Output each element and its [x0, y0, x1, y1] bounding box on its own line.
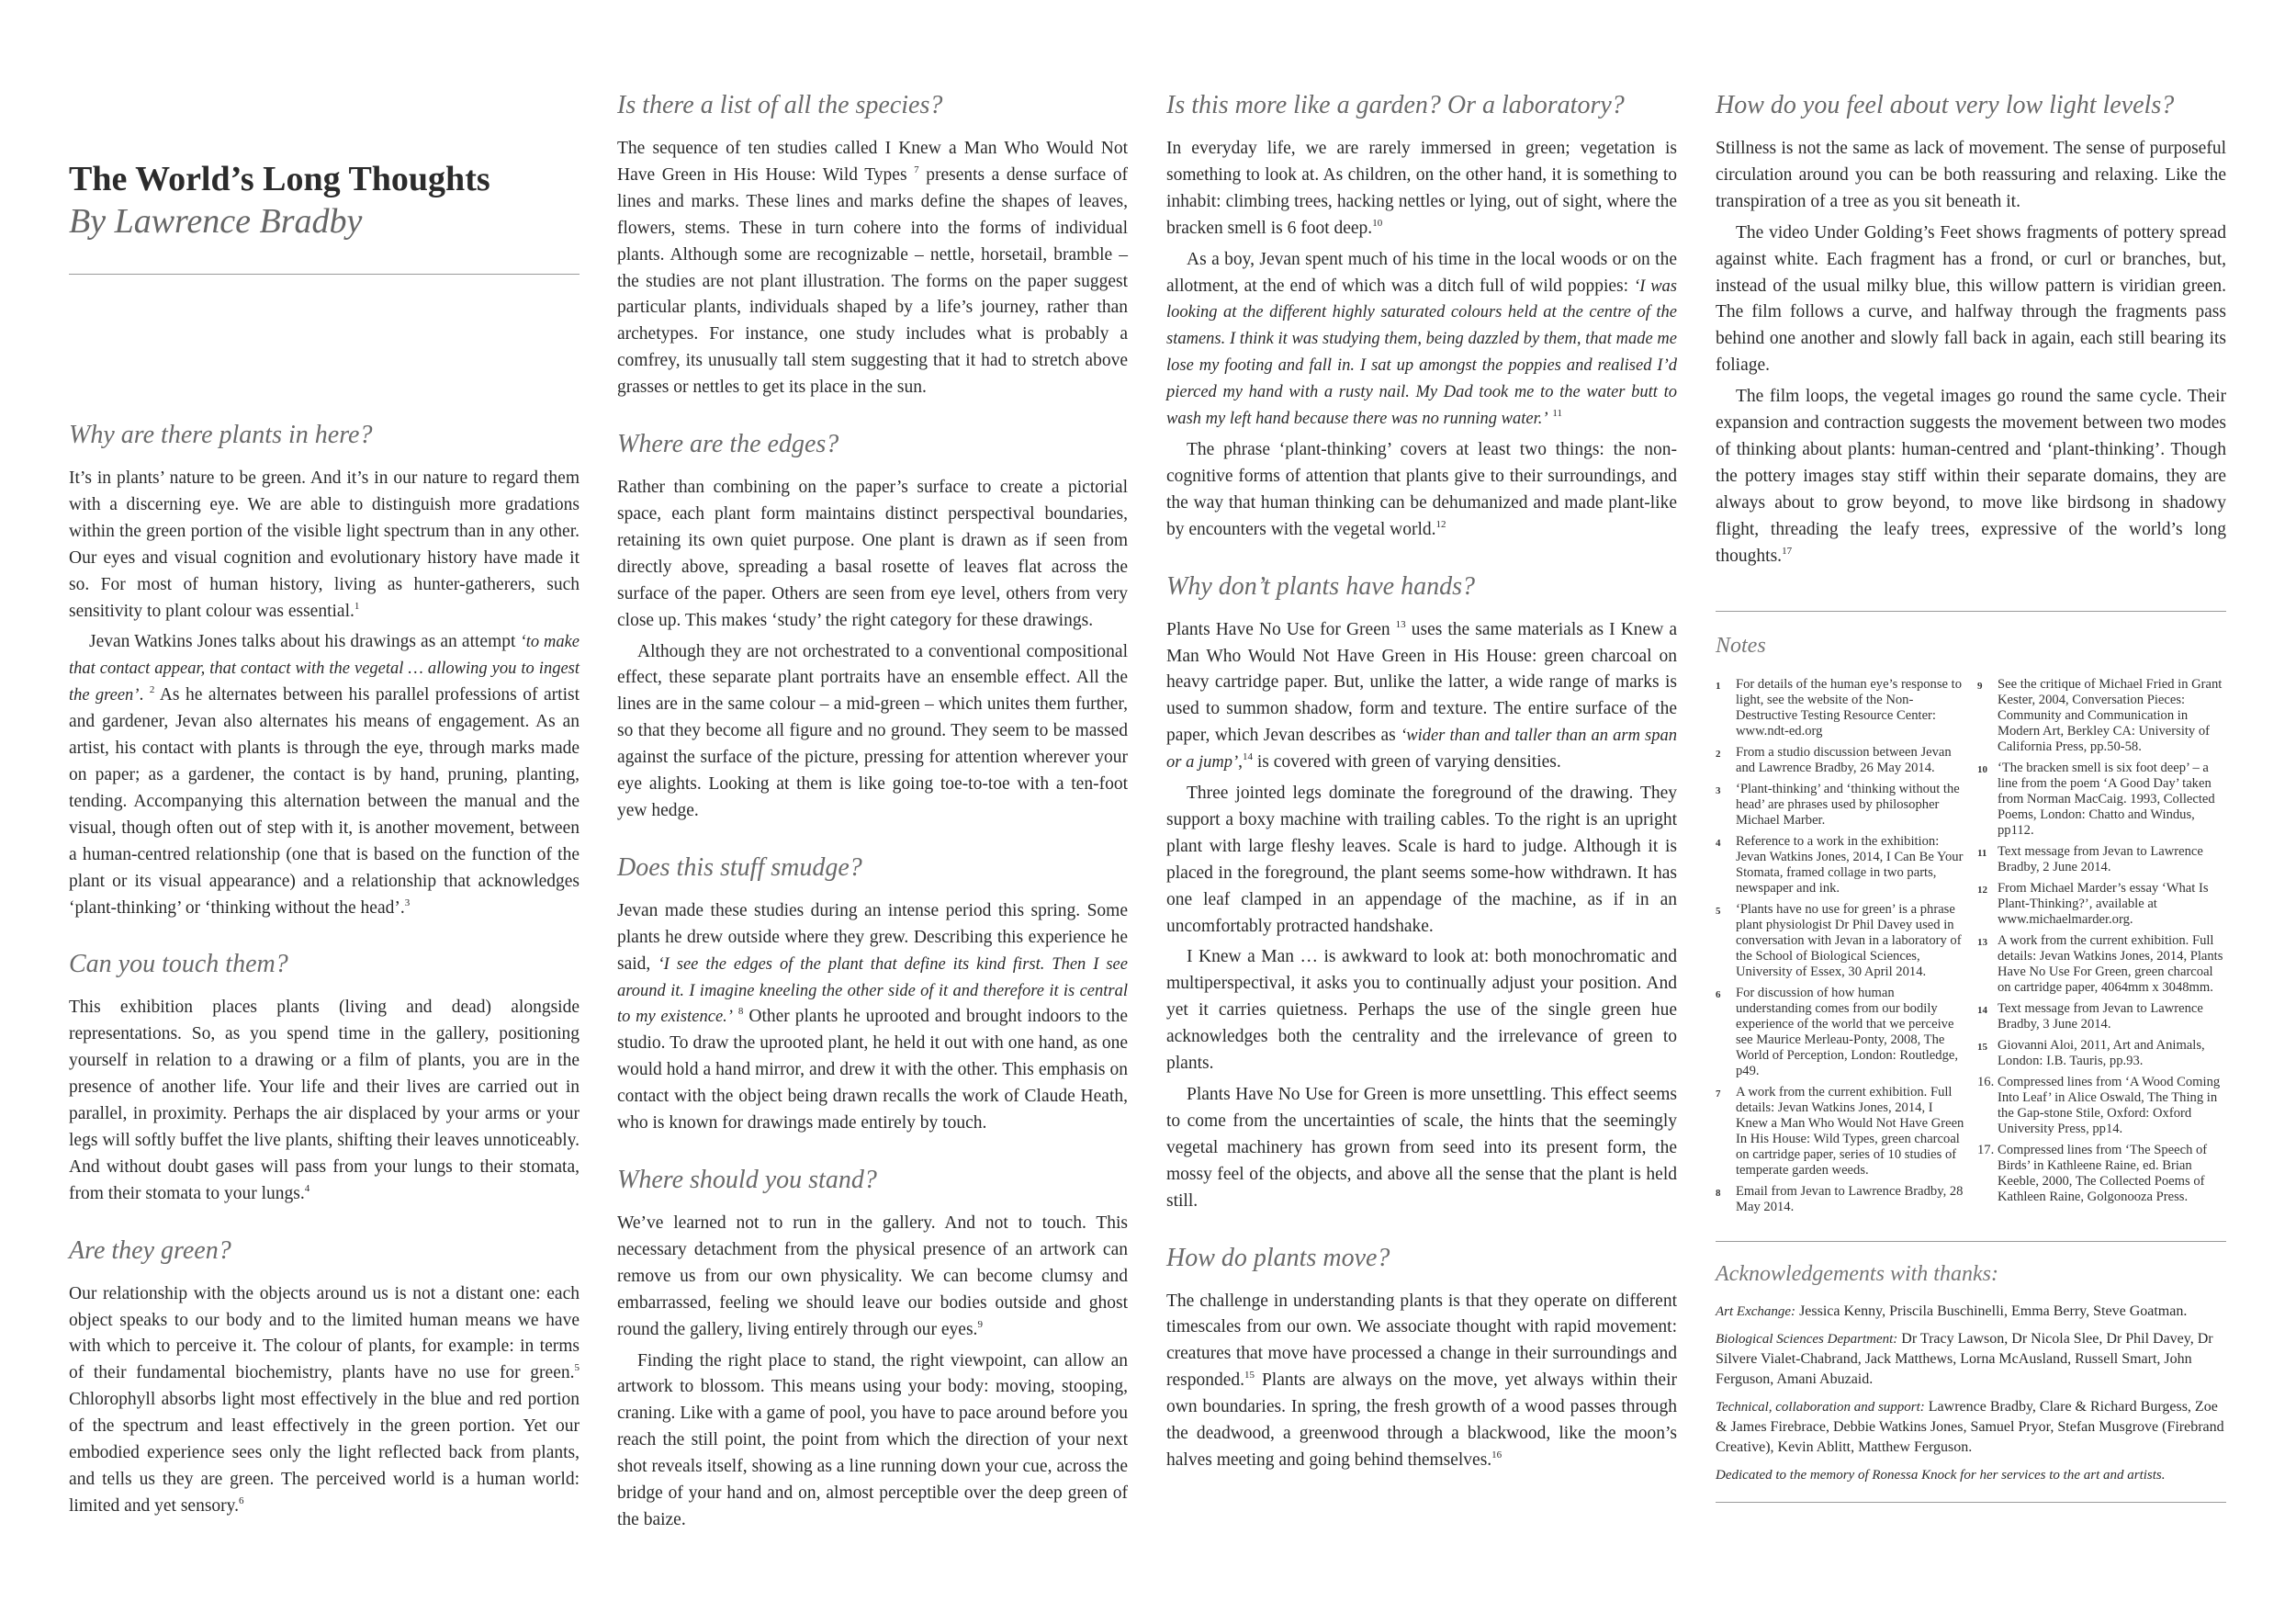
section	[69, 420, 580, 921]
note-item	[1716, 902, 1964, 980]
paragraph	[1166, 247, 1677, 433]
section-heading: Why don’t plants have hands?	[1166, 571, 1475, 601]
footnote-ref: 16	[1491, 1449, 1503, 1460]
footnote-ref: 2	[149, 684, 155, 696]
note-item	[1716, 834, 1964, 897]
footnote-ref: 4	[304, 1182, 310, 1194]
note-number: 15	[1977, 1041, 1987, 1053]
text-run: Plants are always on the move, yet always within their own boundaries. In spring, the fresh growth of a wood passes through the deadwood, a greenwood through a blackwood, like the moon’s halves meeting and going behind themselves.	[1166, 1370, 1677, 1470]
section	[1166, 571, 1677, 1215]
paragraph	[1166, 1082, 1677, 1215]
note-text: Compressed lines from ‘A Wood Coming Into Leaf’ in Alice Oswald, The Thing in the Gap-stone Stile, Oxford: Oxford University Press, pp14.	[1998, 1074, 2221, 1136]
text-run: The phrase ‘plant-thinking’ covers at least two things: the non-cognitive forms of attention that plants give to their surroundings, and the way that human thinking can be dehumanized and made plant-like by encounters with the vegetal world.	[1166, 439, 1677, 539]
note-text: ‘Plants have no use for green’ is a phrase plant physiologist Dr Phil Davey used in conversation with Jevan in a laboratory of the School of Biological Sciences, University of Essex, 30 April 2014.	[1736, 901, 1962, 979]
footnote-ref: 10	[1372, 217, 1383, 229]
text-run: Other plants he uprooted and brought indoors to the studio. To draw the uprooted plant, he held it out with one hand, as one would hold a hand mirror, and drew it with the other. This emphasis on contact with the object being drawn recalls the work of Claude Heath, who is known for drawings made entirely by touch.	[617, 1007, 1128, 1133]
footnote-ref: 13	[1395, 618, 1406, 630]
text-run: We’ve learned not to run in the gallery. And not to touch. This necessary detachment from the physical presence of an artwork can remove us from our own physicality. We can become clumsy and embarrassed, feeling we should leave our bodies outside and ghost round the gallery, living entirely through our eyes.	[617, 1213, 1128, 1339]
section-heading: Why are there plants in here?	[69, 421, 373, 449]
note-number: 1	[1716, 680, 1721, 692]
note-item	[1716, 1085, 1964, 1179]
note-text: Giovanni Aloi, 2011, Art and Animals, London: I.B. Tauris, pp.93.	[1998, 1037, 2205, 1068]
text-run: Jevan made these studies during an intense period this spring. Some plants he drew outside where they grew. Describing this experience he said,	[617, 900, 1128, 974]
acknowledgement-names: Jessica Kenny, Priscila Buschinelli, Emma Berry, Steve Goatman.	[1795, 1303, 2188, 1319]
note-number: 11	[1977, 847, 1987, 859]
note-text: Reference to a work in the exhibition: Jevan Watkins Jones, 2014, I Can Be Your Stomata, framed collage in two parts, newspaper and ink.	[1736, 833, 1964, 896]
note-text: A work from the current exhibition. Full details: Jevan Watkins Jones, 2014, Plants Have No Use For Green, green charcoal on cartridge paper, 4064mm x 3048mm.	[1998, 932, 2223, 995]
note-item	[1977, 881, 2226, 928]
column-2	[617, 0, 1128, 1539]
footnote-ref: 11	[1552, 408, 1562, 420]
note-number: 16.	[1977, 1074, 1995, 1089]
text-run: Jevan Watkins Jones talks about his drawings as an attempt	[89, 632, 521, 652]
text-run: This exhibition places plants (living and dead) alongside representations. So, as you spend time in the gallery, positioning yourself in relation to a drawing or a film of plants, you are in the presence of another life. Your life and their lives are carried out in parallel, in proximity. Perhaps the air displaced by your arms or your legs will softly buffet the live plants, shifting their leaves unnoticeably. And without doubt gases will pass from your lungs to their stomata, from their stomata to your lungs.	[69, 998, 580, 1203]
italic-quote: ‘wider than and taller than an arm span or a jump’	[1166, 727, 1678, 773]
text-run: is covered with green of varying densities.	[1253, 752, 1561, 773]
text-run: presents a dense surface of lines and marks. These lines and marks define the shapes of leaves, flowers, stems. These in turn cohere into the forms of individual plants. Although some are recognizable – nettle, horsetail, bramble – the studies are not plant illustration. The forms on the paper suggest particular plants, individuals shaped by a life’s journey, rather than archetypes. For instance, one study includes what is probably a comfrey, its unusually tall stem suggesting that it had to stretch above grasses or nettles to get its place in the sun.	[617, 164, 1128, 398]
text-run: I Knew a Man … is awkward to look at: both monochromatic and multiperspectival, it asks you to continually adjust your position. And yet it carries quietness. Perhaps the use of the single green hue acknowledges both the centrality and the irrelevance of green to plants.	[1166, 947, 1677, 1074]
acknowledgement-group	[1716, 1302, 2226, 1322]
note-item	[1716, 782, 1964, 829]
notes-column-right	[1977, 677, 2226, 1221]
note-item	[1977, 1075, 2226, 1137]
footnote-ref: 8	[737, 1006, 744, 1018]
paragraph	[617, 639, 1128, 825]
note-number: 14	[1977, 1004, 1987, 1016]
note-number: 17.	[1977, 1142, 1995, 1157]
note-text: For details of the human eye’s response to light, see the website of the Non-Destructive Testing Resource Center: www.ndt-ed.org	[1736, 676, 1963, 739]
footnote-ref: 1	[354, 600, 360, 612]
acknowledgement-names: Dr Tracy Lawson, Dr Nicola Slee, Dr Phil Davey, Dr Silvere Vialet-Chabrand, Jack Matthews, Lorna McAusland, Russell Smart, John Ferguson, Amani Abuzaid.	[1716, 1330, 2213, 1387]
text-run: Stillness is not the same as lack of movement. The sense of purposeful circulation around you can be both reassuring and relaxing. Like the transpiration of a tree as you sit beneath it.	[1716, 139, 2226, 211]
section-heading: Where should you stand?	[617, 1166, 877, 1194]
text-run: Plants Have No Use for Green	[1166, 619, 1396, 639]
acknowledgement-label: Art Exchange:	[1716, 1303, 1796, 1319]
paragraph	[1166, 944, 1677, 1077]
end-divider	[1716, 1502, 2226, 1503]
note-number: 13	[1977, 936, 1987, 948]
paragraph	[69, 466, 580, 625]
acknowledgements-heading: Acknowledgements with thanks:	[1716, 1261, 1998, 1286]
note-text: Text message from Jevan to Lawrence Bradby, 3 June 2014.	[1998, 1000, 2203, 1032]
paragraph	[1716, 220, 2226, 379]
section	[1716, 90, 2226, 570]
acknowledgement-group	[1716, 1397, 2226, 1458]
section-heading: Does this stuff smudge?	[617, 852, 862, 882]
text-run: In everyday life, we are rarely immersed in green; vegetation is something to look at. As children, on the other hand, it is something to inhabit: climbing trees, hacking nettles or lying, out of sight, where the bracken smell is 6 foot deep.	[1166, 139, 1677, 238]
dedication: Dedicated to the memory of Ronessa Knock for her services to the art and artists.	[1716, 1467, 2166, 1483]
section-heading: How do you feel about very low light levels?	[1716, 91, 2175, 119]
paragraph	[1166, 781, 1677, 940]
paragraph	[617, 898, 1128, 1137]
section	[617, 429, 1128, 825]
text-run: .	[139, 685, 150, 705]
paragraph	[1166, 1289, 1677, 1474]
article-byline: By Lawrence Bradby	[69, 202, 363, 241]
footnote-ref: 14	[1243, 751, 1253, 763]
footnote-ref: 15	[1244, 1370, 1255, 1382]
paragraph	[617, 475, 1128, 634]
note-number: 6	[1716, 988, 1721, 1000]
text-run: Although they are not orchestrated to a conventional compositional effect, these separate plant portraits have an ensemble effect. All the lines are in the same colour – a mid-green – which unites them further, so that they become all figure and no ground. They seem to be massed against the surface of the picture, pressing for attention wherever your eye alights. Looking at them is like going toe-to-toe with a ten-foot yew hedge.	[617, 641, 1128, 820]
note-text: For discussion of how human understanding comes from our bodily experience of the world that we perceive see Maurice Merleau-Ponty, 2008, The World of Perception, London: Routledge, p49.	[1736, 985, 1959, 1078]
text-run: The challenge in understanding plants is that they operate on different timescales from our own. We associate thought with rapid movement: creatures that move have processed a change in their surroundings and responded.	[1166, 1291, 1677, 1391]
text-run: Chlorophyll absorbs light most effectively in the blue and red portion of the spectrum and least effectively in the green portion. Yet our embodied experience sees only the light reflected back from plants, and tells us they are green. The perceived world is a human world: limited and yet sensory.	[69, 1390, 580, 1516]
section-heading: Can you touch them?	[69, 950, 288, 979]
acknowledgements-list	[1716, 1302, 2226, 1458]
section	[69, 949, 580, 1207]
paragraph	[1166, 136, 1677, 242]
acknowledgement-group	[1716, 1329, 2226, 1390]
notes-list	[1716, 677, 2226, 1221]
paragraph	[617, 1211, 1128, 1344]
text-run: Rather than combining on the paper’s surface to create a pictorial space, each plant form maintains distinct perspectival boundaries, retaining its own quiet purpose. One plant is drawn as if seen from directly above, spreading a basal rosette of leaves flat across the surface of the paper. Others are seen from eye level, others from very close up. This makes ‘study’ the right category for these drawings.	[617, 478, 1128, 630]
paragraph	[1716, 384, 2226, 570]
footnote-ref: 6	[239, 1494, 244, 1506]
note-item	[1977, 844, 2226, 875]
column-3	[1166, 0, 1677, 1479]
section	[617, 852, 1128, 1137]
note-item	[1977, 1038, 2226, 1069]
paragraph	[617, 136, 1128, 401]
note-item	[1716, 677, 1964, 739]
section	[1166, 1243, 1677, 1474]
note-number: 5	[1716, 905, 1721, 917]
note-item	[1977, 933, 2226, 996]
text-run: The video Under Golding’s Feet shows fragments of pottery spread against white. Each fragment has a frond, or curl or branches, but, instead of the usual milky blue, this willow pattern is viridian green. The film follows a curve, and halfway through the fragments pass behind one another and slowly fall back in again, each still bearing its foliage.	[1716, 222, 2226, 376]
section	[617, 90, 1128, 401]
note-item	[1977, 677, 2226, 755]
footnote-ref: 7	[914, 164, 919, 175]
text-run: uses the same materials as I Knew a Man Who Would Not Have Green in His House: green charcoal on heavy cartridge paper. But, unlike the latter, a wide range of marks is used to summon shadow, form and texture. The entire surface of the paper, which Jevan describes as	[1166, 619, 1677, 746]
text-run: Our relationship with the objects around us is not a distant one: each object speaks to our body and to the limited human means we have with which to perceive it. The colour of plants, for example: in terms of their fundamental biochemistry, plants have no use for green.	[69, 1283, 580, 1383]
note-text: ‘Plant-thinking’ and ‘thinking without the head’ are phrases used by philosopher Michael Marber.	[1736, 781, 1960, 828]
note-text: From Michael Marder’s essay ‘What Is Plant-Thinking?’, available at www.michaelmarder.org.	[1998, 880, 2209, 927]
notes-divider	[1716, 611, 2226, 612]
section	[69, 1235, 580, 1520]
section-heading: Is this more like a garden? Or a laboratory?	[1166, 91, 1625, 119]
note-text: See the critique of Michael Fried in Grant Kester, 2004, Conversation Pieces: Community and Communication in Modern Art, Berkley CA: University of California Press, pp.50-58.	[1998, 676, 2223, 754]
text-run: Finding the right place to stand, the right viewpoint, can allow an artwork to blossom. This means using your body: moving, stooping, craning. Like with a game of pool, you have to pace around before you reach the still point, the point from which the direction of your next shot reveals itself, showing as a line running down your cue, across the bridge of your hand and on, almost perceptible over the deep green of the baize.	[617, 1350, 1128, 1529]
italic-quote: ‘I was looking at the different highly saturated colours held at the centre of the stamens. I think it was studying them, being dazzled by them, that made me lose my footing and fall in. I sat up amongst the poppies and realised I’d pierced my hand with a rusty nail. My Dad took me to the water butt to wash my left hand because there was no running water.’	[1166, 276, 1677, 429]
acknowledgement-label: Technical, collaboration and support:	[1716, 1399, 1925, 1415]
note-text: From a studio discussion between Jevan and Lawrence Bradby, 26 May 2014.	[1736, 744, 1952, 775]
note-text: Email from Jevan to Lawrence Bradby, 28 May 2014.	[1736, 1183, 1964, 1214]
note-item	[1716, 745, 1964, 776]
section-heading: Is there a list of all the species?	[617, 91, 943, 119]
paragraph	[1716, 136, 2226, 216]
note-number: 12	[1977, 884, 1987, 896]
italic-quote: ‘to make that contact appear, that contact with the vegetal … allowing you to ingest the green’	[69, 633, 580, 705]
footnote-ref: 12	[1435, 518, 1446, 530]
notes-heading: Notes	[1716, 633, 1766, 658]
note-text: Compressed lines from ‘The Speech of Birds’ in Kathleene Raine, ed. Brian Keeble, 2000, The Collected Poems of Kathleen Raine, Golgonooza Press.	[1998, 1142, 2208, 1204]
note-item	[1716, 986, 1964, 1079]
article-title: The World’s Long Thoughts	[69, 160, 490, 198]
section	[617, 1165, 1128, 1534]
note-number: 8	[1716, 1187, 1721, 1199]
paragraph	[617, 1348, 1128, 1534]
note-item	[1977, 1143, 2226, 1205]
paragraph	[1166, 617, 1677, 776]
text-run: As a boy, Jevan spent much of his time in the local woods or on the allotment, at the end of which was a ditch full of wild poppies:	[1166, 249, 1677, 296]
column-1	[69, 0, 580, 1525]
column-4	[1716, 0, 2226, 1503]
section-heading: Are they green?	[69, 1235, 231, 1265]
section	[1166, 90, 1677, 544]
note-number: 2	[1716, 748, 1721, 760]
text-run: The sequence of ten studies called I Knew a Man Who Would Not Have Green in His House: Wild Types	[617, 139, 1128, 185]
note-item	[1977, 761, 2226, 839]
title-divider	[69, 274, 580, 275]
note-text: Text message from Jevan to Lawrence Bradby, 2 June 2014.	[1998, 843, 2203, 874]
acknowledgements-divider	[1716, 1241, 2226, 1242]
acknowledgement-label: Biological Sciences Department:	[1716, 1331, 1898, 1347]
text-run: The film loops, the vegetal images go round the same cycle. Their expansion and contraction suggests the movement between two modes of thinking about plants: human-centred and ‘plant-thinking’. Though the pottery images stay stiff within their separate domains, they are always about to grow beyond, to move like birdsong in shadowy flight, threading the leafy trees, expressive of the world’s long thoughts.	[1716, 387, 2226, 566]
paragraph	[69, 995, 580, 1207]
italic-quote: ‘I see the edges of the plant that define its kind first. Then I see around it. I imagine kneeling the other side of it and therefore it is central to my existence.’	[617, 954, 1128, 1027]
note-item	[1977, 1001, 2226, 1032]
note-text: ‘The bracken smell is six foot deep’ – a line from the poem ‘A Good Day’ taken from Norman MacCaig. 1993, Collected Poems, London: Chatto and Windus, pp112.	[1998, 760, 2215, 838]
text-run: It’s in plants’ nature to be green. And it’s in our nature to regard them with a discerning eye. We are able to distinguish more gradations within the green portion of the visible light spectrum than in any other. Our eyes and visual cognition and evolutionary history have made it so. For most of human history, living as hunter-gatherers, such sensitivity to plant colour was essential.	[69, 468, 580, 621]
text-run: As he alternates between his parallel professions of artist and gardener, Jevan also alternates his means of engagement. As an artist, his contact with plants is through the eye, through marks made on paper; as a gardener, the contact is by hand, pruning, planting, tending. Accompanying this alternation between the manual and the visual, though often out of step with it, is another movement, between a human-centred relationship (one that is based on the function of the plant or its visual appearance) and a relationship that acknowledges ‘plant-thinking’ or ‘thinking without the head’.	[69, 685, 580, 918]
acknowledgement-names: Lawrence Bradby, Clare & Richard Burgess, Zoe & James Firebrace, Debbie Watkins Jones, Samuel Pryor, Stefan Musgrove (Firebrand Creative), Kevin Ablitt, Matthew Ferguson.	[1716, 1398, 2224, 1455]
section-heading: How do plants move?	[1166, 1243, 1390, 1272]
note-number: 7	[1716, 1088, 1721, 1100]
text-run: ,	[1238, 752, 1243, 773]
footnote-ref: 5	[574, 1362, 580, 1374]
footnote-ref: 9	[977, 1318, 983, 1330]
text-run: Three jointed legs dominate the foreground of the drawing. They support a boxy machine with trailing cables. To the right is an upright plant with large fleshy leaves. Scale is hard to judge. Although it is placed in the foreground, the plant seems some-how withdrawn. It has one leaf clamped in an appendage of the machine, as if in an uncomfortably protracted handshake.	[1166, 784, 1677, 936]
footnote-ref: 17	[1782, 545, 1793, 557]
text-run: Plants Have No Use for Green is more unsettling. This effect seems to come from the uncertainties of scale, the hints that the seemingly vegetal machinery has grown from seed into its present form, the mossy feel of the objects, and above all the sense that the plant is held still.	[1166, 1085, 1677, 1211]
note-number: 10	[1977, 763, 1987, 775]
note-number: 4	[1716, 837, 1721, 849]
footnote-ref: 3	[404, 897, 411, 908]
paragraph	[1166, 437, 1677, 544]
paragraph	[69, 1281, 580, 1520]
notes-column-left	[1716, 677, 1964, 1221]
paragraph	[69, 629, 580, 921]
note-number: 9	[1977, 680, 1983, 692]
note-text: A work from the current exhibition. Full details: Jevan Watkins Jones, 2014, I Knew a Man Who Would Not Have Green In His House: Wild Types, green charcoal on cartridge paper, series of 10 studies of temperate garden weeds.	[1736, 1084, 1964, 1178]
note-item	[1716, 1184, 1964, 1215]
note-number: 3	[1716, 784, 1721, 796]
section-heading: Where are the edges?	[617, 430, 839, 459]
